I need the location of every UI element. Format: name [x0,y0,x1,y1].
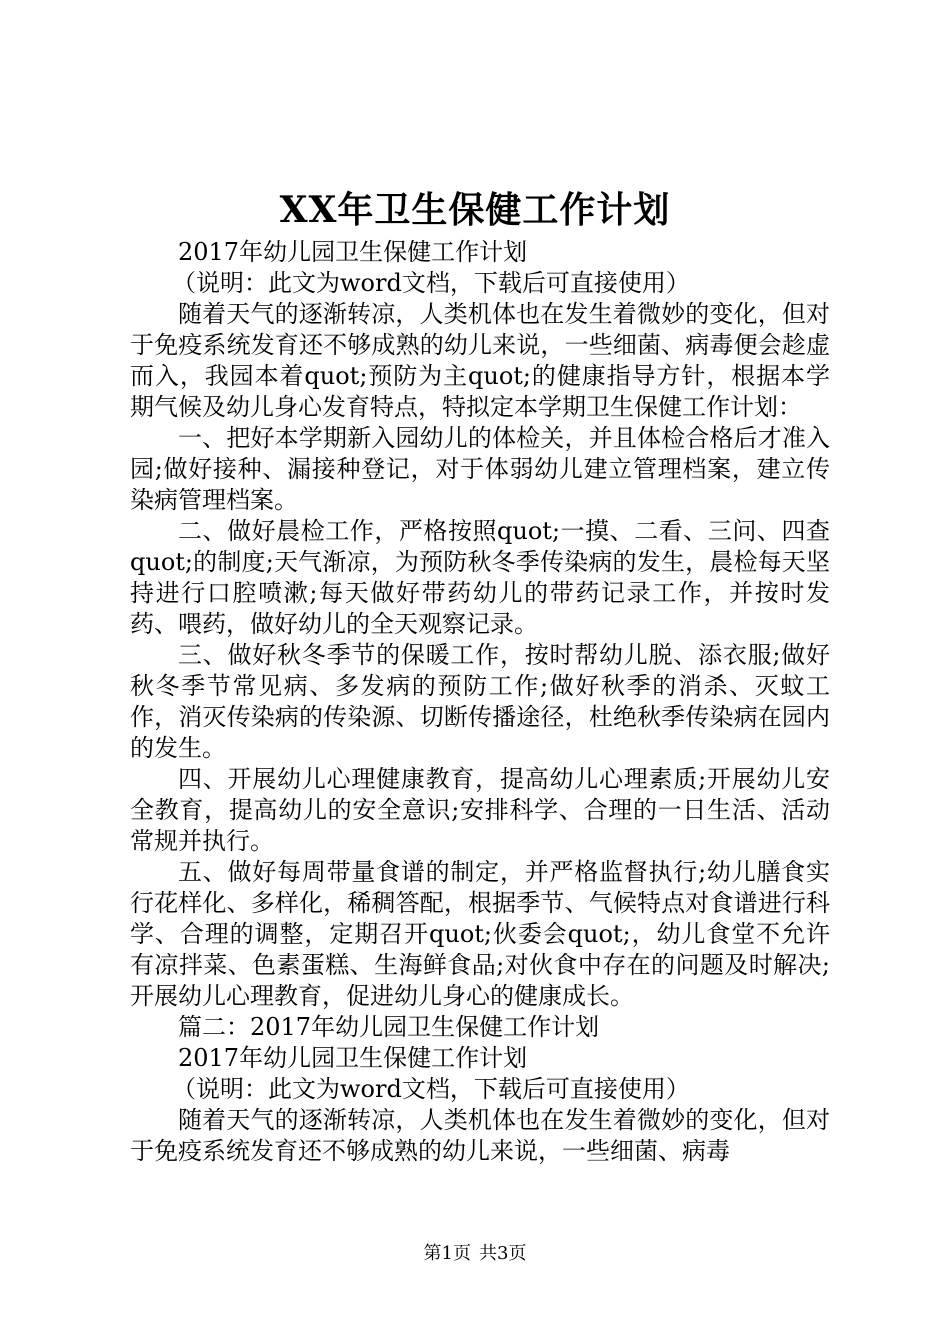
intro-paragraph: 随着天气的逐渐转凉，人类机体也在发生着微妙的变化，但对于免疫系统发育还不够成熟的幼儿来说，一些细菌、病毒便会趁虚而入，我园本着quot;预防为主quot;的健康指导方针，根据本学期气候及幼儿身心发育特点，特拟定本学期卫生保健工作计划： [130,300,830,421]
page-footer [0,1242,950,1266]
document-title: XX年卫生保健工作计划 [279,189,671,231]
page-total: 共3页 [479,1243,527,1264]
page-number: 第1页 [423,1243,471,1264]
item-two-paragraph: 二、做好晨检工作，严格按照quot;一摸、二看、三问、四查quot;的制度;天气渐凉，为预防秋冬季传染病的发生，晨检每天坚持进行口腔喷漱;每天做好带药幼儿的带药记录工作，并按时发药、喂药，做好幼儿的全天观察记录。 [130,517,830,638]
item-four-paragraph: 四、开展幼儿心理健康教育，提高幼儿心理素质;开展幼儿安全教育，提高幼儿的安全意识;安排科学、合理的一日生活、活动常规并执行。 [130,765,830,855]
document-body [130,237,830,1167]
item-three-paragraph: 三、做好秋冬季节的保暖工作，按时帮幼儿脱、添衣服;做好秋冬季节常见病、多发病的预防工作;做好秋季的消杀、灭蚊工作，消灭传染病的传染源、切断传播途径，杜绝秋季传染病在园内的发生。 [130,641,830,762]
section-two-heading: 篇二：2017年幼儿园卫生保健工作计划 [178,1013,600,1041]
section-two-subtitle: 2017年幼儿园卫生保健工作计划 [178,1044,528,1072]
note-paragraph: （说明：此文为word文档，下载后可直接使用） [172,269,690,297]
item-five-paragraph: 五、做好每周带量食谱的制定，并严格监督执行;幼儿膳食实行花样化、多样化，稀稠答配，根据季节、气候特点对食谱进行科学、合理的调整，定期召开quot;伙委会quot;，幼儿食堂不允许有凉拌菜、色素蛋糕、生海鲜食品;对伙食中存在的问题及时解决;开展幼儿心理教育，促进幼儿身心的健康成长。 [130,858,830,1010]
section-two-note: （说明：此文为word文档，下载后可直接使用） [172,1075,690,1103]
item-one-paragraph: 一、把好本学期新入园幼儿的体检关，并且体检合格后才准入园;做好接种、漏接种登记，对于体弱幼儿建立管理档案，建立传染病管理档案。 [130,424,830,514]
section-two-intro: 随着天气的逐渐转凉，人类机体也在发生着微妙的变化，但对于免疫系统发育还不够成熟的幼儿来说，一些细菌、病毒 [130,1106,830,1165]
subtitle-paragraph: 2017年幼儿园卫生保健工作计划 [178,238,528,266]
